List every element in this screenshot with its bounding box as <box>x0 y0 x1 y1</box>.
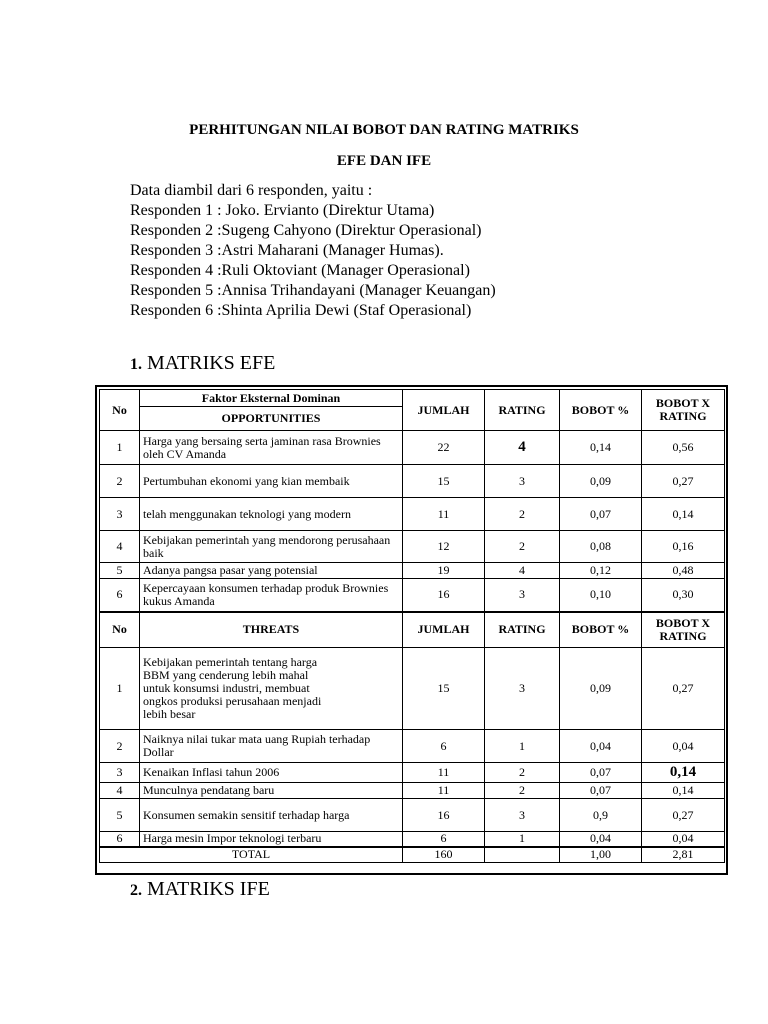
cell-bobot-x-rating: 0,16 <box>642 531 725 563</box>
cell-rating: 2 <box>485 763 560 783</box>
cell-factor: Adanya pangsa pasar yang potensial <box>140 563 403 579</box>
cell-bobot-x-rating: 0,30 <box>642 579 725 612</box>
cell-bobot-x-rating: 0,48 <box>642 563 725 579</box>
cell-jumlah: 19 <box>403 563 485 579</box>
header-jumlah: JUMLAH <box>403 612 485 648</box>
cell-no: 6 <box>100 832 140 847</box>
cell-jumlah: 16 <box>403 799 485 832</box>
cell-bobot: 0,07 <box>560 498 642 531</box>
respondent-list <box>130 181 496 321</box>
cell-factor: Munculnya pendatang baru <box>140 783 403 799</box>
document-title: PERHITUNGAN NILAI BOBOT DAN RATING MATRIKS <box>189 122 579 138</box>
cell-bobot: 0,14 <box>560 431 642 465</box>
cell-bobot: 0,09 <box>560 465 642 498</box>
table-row <box>100 579 725 612</box>
cell-no: 2 <box>100 730 140 763</box>
cell-bobot: 0,07 <box>560 763 642 783</box>
cell-jumlah: 22 <box>403 431 485 465</box>
cell-bobot-x-rating: 0,27 <box>642 799 725 832</box>
cell-bobot-x-rating: 0,04 <box>642 832 725 847</box>
efe-matrix-table <box>95 385 728 875</box>
cell-bobot-x-rating: 0,14 <box>642 783 725 799</box>
cell-no: 2 <box>100 465 140 498</box>
cell-no: 3 <box>100 763 140 783</box>
cell-jumlah: 6 <box>403 832 485 847</box>
section-label: MATRIKS EFE <box>147 352 276 374</box>
header-bobot-x-rating: BOBOT X RATING <box>642 612 725 648</box>
cell-bobot-x-rating: 0,27 <box>642 465 725 498</box>
cell-factor: Kebijakan pemerintah yang mendorong perusahaan baik <box>140 531 403 563</box>
cell-bobot: 0,08 <box>560 531 642 563</box>
cell-bobot-x-rating: 0,04 <box>642 730 725 763</box>
table-row <box>100 799 725 832</box>
total-row <box>100 847 725 863</box>
cell-jumlah: 11 <box>403 498 485 531</box>
table-row <box>100 648 725 730</box>
header-bobot: BOBOT % <box>560 390 642 431</box>
header-bobot-x-rating: BOBOT X RATING <box>642 390 725 431</box>
cell-bobot-x-rating: 0,27 <box>642 648 725 730</box>
header-opportunities: OPPORTUNITIES <box>140 407 403 431</box>
cell-factor: Harga yang bersaing serta jaminan rasa Brownies oleh CV Amanda <box>140 431 403 465</box>
table-row <box>100 465 725 498</box>
cell-rating: 3 <box>485 648 560 730</box>
cell-bobot: 0,09 <box>560 648 642 730</box>
cell-factor: Konsumen semakin sensitif terhadap harga <box>140 799 403 832</box>
cell-no: 5 <box>100 799 140 832</box>
cell-rating: 3 <box>485 465 560 498</box>
cell-rating: 2 <box>485 498 560 531</box>
respondent-4: Responden 4 :Ruli Oktoviant (Manager Operasional) <box>130 262 470 279</box>
section-heading-ife <box>130 878 270 901</box>
cell-jumlah: 11 <box>403 783 485 799</box>
table-row <box>100 730 725 763</box>
header-no: No <box>100 612 140 648</box>
respondent-2: Responden 2 :Sugeng Cahyono (Direktur Operasional) <box>130 222 482 239</box>
header-threats: THREATS <box>140 612 403 648</box>
cell-no: 4 <box>100 531 140 563</box>
cell-rating: 4 <box>485 431 560 465</box>
cell-factor: telah menggunakan teknologi yang modern <box>140 498 403 531</box>
header-factor: Faktor Eksternal Dominan <box>140 390 403 407</box>
cell-bobot: 0,9 <box>560 799 642 832</box>
header-no: No <box>100 390 140 431</box>
total-rating <box>485 847 560 863</box>
header-bobot: BOBOT % <box>560 612 642 648</box>
cell-jumlah: 6 <box>403 730 485 763</box>
cell-rating: 2 <box>485 531 560 563</box>
section-label: MATRIKS IFE <box>147 878 270 900</box>
cell-factor: Kepercayaan konsumen terhadap produk Brownies kukus Amanda <box>140 579 403 612</box>
section-number: 2. <box>130 882 142 899</box>
total-bobot-x-rating: 2,81 <box>642 847 725 863</box>
cell-jumlah: 11 <box>403 763 485 783</box>
cell-rating: 4 <box>485 563 560 579</box>
cell-bobot-x-rating: 0,14 <box>642 763 725 783</box>
cell-no: 6 <box>100 579 140 612</box>
table-row <box>100 563 725 579</box>
cell-no: 4 <box>100 783 140 799</box>
table-row <box>100 531 725 563</box>
cell-factor: Pertumbuhan ekonomi yang kian membaik <box>140 465 403 498</box>
respondent-6: Responden 6 :Shinta Aprilia Dewi (Staf Operasional) <box>130 302 472 319</box>
section-number: 1. <box>130 356 142 373</box>
total-jumlah: 160 <box>403 847 485 863</box>
respondent-3: Responden 3 :Astri Maharani (Manager Humas). <box>130 242 444 259</box>
cell-bobot-x-rating: 0,56 <box>642 431 725 465</box>
cell-no: 5 <box>100 563 140 579</box>
total-label: TOTAL <box>100 847 403 863</box>
cell-factor: Kebijakan pemerintah tentang harga BBM yang cenderung lebih mahal untuk konsumsi industri, membuat ongkos produksi perusahaan menjadi lebih besar <box>140 648 403 730</box>
document-subtitle: EFE DAN IFE <box>336 153 432 169</box>
respondent-1: Responden 1 : Joko. Ervianto (Direktur Utama) <box>130 202 435 219</box>
cell-rating: 3 <box>485 579 560 612</box>
cell-bobot-x-rating: 0,14 <box>642 498 725 531</box>
header-rating: RATING <box>485 390 560 431</box>
cell-factor: Naiknya nilai tukar mata uang Rupiah terhadap Dollar <box>140 730 403 763</box>
cell-rating: 3 <box>485 799 560 832</box>
cell-bobot: 0,10 <box>560 579 642 612</box>
cell-jumlah: 15 <box>403 465 485 498</box>
header-jumlah: JUMLAH <box>403 390 485 431</box>
cell-no: 1 <box>100 648 140 730</box>
cell-jumlah: 12 <box>403 531 485 563</box>
cell-no: 3 <box>100 498 140 531</box>
table-row <box>100 498 725 531</box>
table-row <box>100 832 725 847</box>
cell-factor: Kenaikan Inflasi tahun 2006 <box>140 763 403 783</box>
cell-rating: 2 <box>485 783 560 799</box>
cell-bobot: 0,12 <box>560 563 642 579</box>
respondent-5: Responden 5 :Annisa Trihandayani (Manager Keuangan) <box>130 282 496 299</box>
cell-jumlah: 15 <box>403 648 485 730</box>
cell-bobot: 0,07 <box>560 783 642 799</box>
table-row <box>100 783 725 799</box>
cell-no: 1 <box>100 431 140 465</box>
cell-bobot: 0,04 <box>560 832 642 847</box>
cell-rating: 1 <box>485 832 560 847</box>
section-heading-efe <box>130 352 275 375</box>
cell-jumlah: 16 <box>403 579 485 612</box>
total-bobot: 1,00 <box>560 847 642 863</box>
table-row <box>100 431 725 465</box>
cell-bobot: 0,04 <box>560 730 642 763</box>
cell-rating: 1 <box>485 730 560 763</box>
cell-factor: Harga mesin Impor teknologi terbaru <box>140 832 403 847</box>
intro-line: Data diambil dari 6 responden, yaitu : <box>130 182 373 199</box>
table-row <box>100 763 725 783</box>
header-rating: RATING <box>485 612 560 648</box>
